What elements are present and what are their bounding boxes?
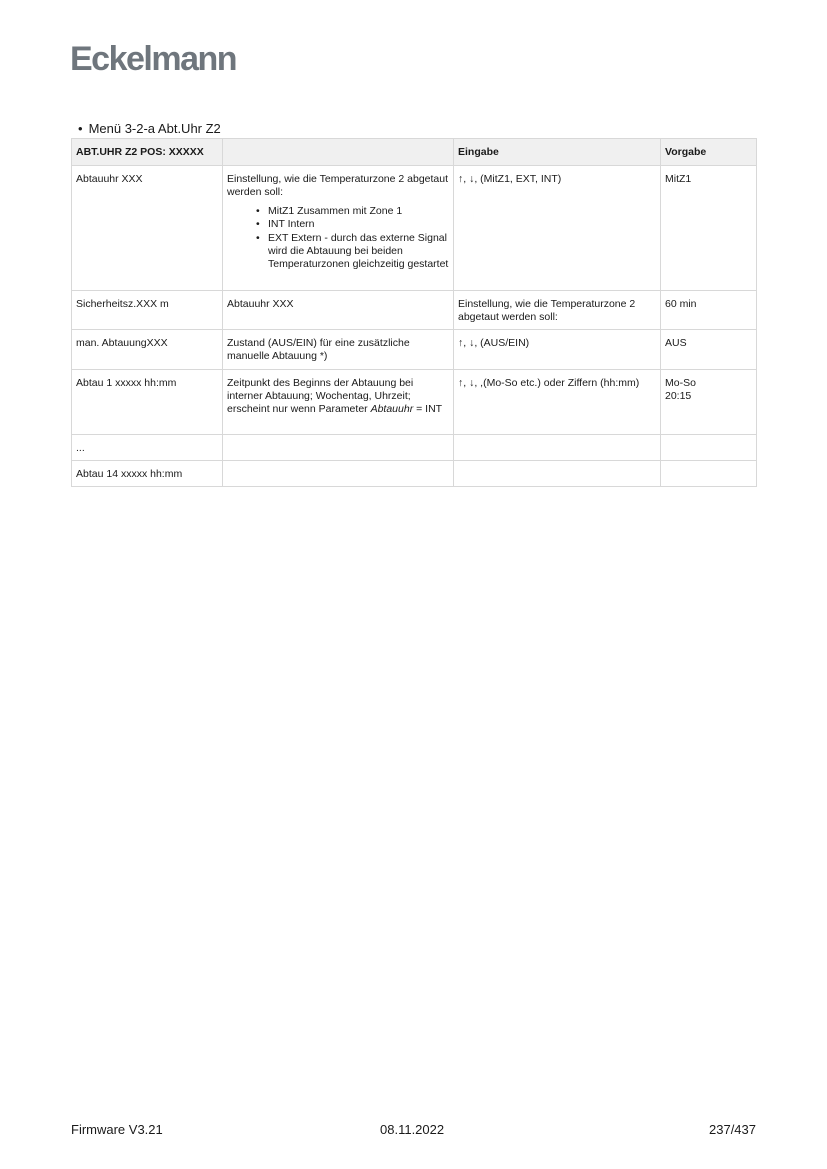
cell-description: Zustand (AUS/EIN) für eine zusätzliche manuelle Abtauung *) — [223, 330, 454, 370]
table-header-row — [72, 139, 757, 166]
table-row — [72, 435, 757, 461]
option-list — [227, 205, 449, 271]
column-header-default: Vorgabe — [661, 139, 757, 166]
section-title — [78, 121, 221, 136]
table-row — [72, 330, 757, 370]
parameter-reference: Abtauuhr — [370, 403, 414, 416]
column-header-parameter: ABT.UHR Z2 POS: XXXXX — [72, 139, 223, 166]
cell-input: ↑, ↓, (AUS/EIN) — [454, 330, 661, 370]
cell-parameter: Abtau 14 xxxxx hh:mm — [72, 461, 223, 487]
cell-default — [661, 435, 757, 461]
cell-default — [661, 370, 757, 435]
table-row — [72, 166, 757, 291]
footer-firmware-version: Firmware V3.21 — [71, 1122, 163, 1137]
cell-description — [223, 461, 454, 487]
cell-parameter: man. AbtauungXXX — [72, 330, 223, 370]
cell-parameter: ... — [72, 435, 223, 461]
company-logo: Eckelmann — [70, 40, 237, 78]
default-day: Mo-So — [665, 377, 696, 389]
cell-description — [223, 435, 454, 461]
footer-date: 08.11.2022 — [380, 1122, 445, 1137]
list-item: • INT Intern — [268, 218, 449, 231]
cell-input — [454, 435, 661, 461]
section-title-text: Menü 3-2-a Abt.Uhr Z2 — [88, 121, 221, 136]
cell-input: ↑, ↓, (MitZ1, EXT, INT) — [454, 166, 661, 291]
list-item: • EXT Extern - durch das externe Signal wird die Abtauung bei beiden Temperaturzonen gleichzeitig gestartet — [268, 232, 449, 271]
column-header-description — [223, 139, 454, 166]
cell-default: MitZ1 — [661, 166, 757, 291]
cell-default — [661, 461, 757, 487]
cell-parameter: Abtauuhr XXX — [72, 166, 223, 291]
cell-input: ↑, ↓, ,(Mo-So etc.) oder Ziffern (hh:mm) — [454, 370, 661, 435]
description-text: Zeitpunkt des Beginns der Abtauung bei interner Abtauung; Wochentag, Uhrzeit; erscheint nur wenn Parameter — [227, 377, 414, 416]
description-text: Einstellung, wie die Temperaturzone 2 abgetaut werden soll: — [227, 173, 449, 199]
cell-input — [454, 461, 661, 487]
table-row — [72, 370, 757, 435]
description-tail: = INT — [413, 403, 443, 416]
cell-parameter: Sicherheitsz.XXX m — [72, 291, 223, 330]
list-item: • MitZ1 Zusammen mit Zone 1 — [268, 205, 449, 218]
default-time: 20:15 — [665, 390, 692, 403]
cell-description: Abtauuhr XXX — [223, 291, 454, 330]
cell-parameter: Abtau 1 xxxxx hh:mm — [72, 370, 223, 435]
cell-input: Einstellung, wie die Temperaturzone 2 abgetaut werden soll: — [454, 291, 661, 330]
cell-description — [223, 370, 454, 435]
menu-parameter-table — [71, 138, 757, 487]
table-row — [72, 291, 757, 330]
column-header-input: Eingabe — [454, 139, 661, 166]
cell-description — [223, 166, 454, 291]
cell-default: 60 min — [661, 291, 757, 330]
cell-default: AUS — [661, 330, 757, 370]
footer-page-number: 237/437 — [709, 1122, 756, 1137]
bullet-icon: • — [78, 121, 83, 136]
table-row — [72, 461, 757, 487]
